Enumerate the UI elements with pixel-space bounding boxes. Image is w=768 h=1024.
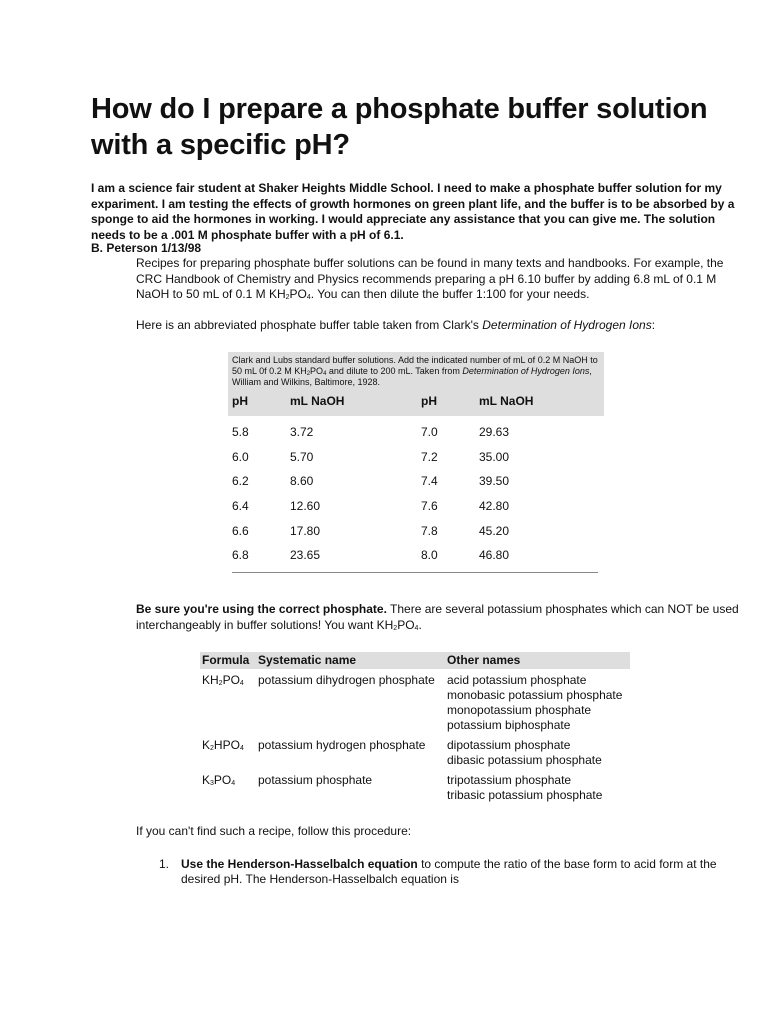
formula-cell: $K_2HPO_4$ bbox=[202, 738, 244, 752]
table-cell: 45.20 bbox=[479, 523, 510, 538]
other-names-cell bbox=[445, 738, 630, 768]
question-text: I am a science fair student at Shaker Heights Middle School. I need to make a phosphate buffer solution for my expariment. I am testing the effects of growth hormones on green plant life, and the buffer is to be absorbed by a sponge to aid the hormones in working. I would appreciate any assistance that you can give me. The solution needs to be a .001 M phosphate buffer with a pH of 6.1. bbox=[91, 181, 735, 242]
table-cell: 6.4 bbox=[232, 499, 249, 514]
table-cell: 5.70 bbox=[290, 449, 314, 464]
clark-table-column-headers bbox=[232, 394, 600, 412]
clark-table-body bbox=[228, 420, 604, 568]
page-title: How do I prepare a phosphate buffer solution with a specific pH? bbox=[91, 93, 708, 161]
clark-table-header bbox=[228, 352, 604, 416]
step-text: Use the Henderson-Hasselbalch equation to compute the ratio of the base form to acid form at the desired pH. The Henderson-Hasselbalch equation is bbox=[181, 857, 717, 886]
systematic-name-cell: potassium phosphate bbox=[258, 773, 373, 787]
formula-cell: $K_3PO_4$ bbox=[202, 773, 236, 787]
table-divider bbox=[232, 572, 598, 573]
table-cell: 42.80 bbox=[479, 499, 510, 514]
other-name: monobasic potassium phosphate bbox=[447, 688, 623, 702]
formula-cell: $KH_2PO_4$ bbox=[202, 673, 244, 687]
table-row bbox=[200, 773, 630, 803]
table-cell: 17.80 bbox=[290, 523, 321, 538]
table-row bbox=[232, 469, 600, 494]
column-header: pH bbox=[421, 394, 437, 408]
procedure-intro: If you can't find such a recipe, follow this procedure: bbox=[136, 824, 412, 838]
step-number: 1. bbox=[159, 857, 170, 871]
question-byline: B. Peterson 1/13/98 bbox=[91, 241, 202, 255]
column-header: Formula bbox=[200, 652, 256, 669]
table-cell: 6.2 bbox=[232, 474, 249, 489]
table-cell: 8.60 bbox=[290, 474, 314, 489]
other-name: dibasic potassium phosphate bbox=[447, 753, 602, 767]
procedure-step-1 bbox=[159, 857, 739, 887]
clark-table-caption: Clark and Lubs standard buffer solutions. Add the indicated number of mL of 0.2 M NaOH to 50 mL 0f 0.2 M $KH_2PO_4$ and dilute to 200 mL. Taken from Determination of Hydrogen Ions, William and Wilkins, Baltimore, 1928. bbox=[232, 355, 598, 387]
table-row bbox=[232, 445, 600, 470]
table-cell: 39.50 bbox=[479, 474, 510, 489]
phosphate-names-table bbox=[200, 652, 630, 803]
other-name: tribasic potassium phosphate bbox=[447, 788, 603, 802]
table-row bbox=[232, 420, 600, 445]
answer-paragraph-recipe: Recipes for preparing phosphate buffer solutions can be found in many texts and handbooks. For example, the CRC Handbook of Chemistry and Physics recommends preparing a pH 6.10 buffer by adding 6.8 mL of 0.1 M NaOH to 50 mL of 0.1 M $KH_2PO_4$. You can then dilute the buffer 1:100 for your needs. bbox=[136, 256, 724, 301]
column-header: Systematic name bbox=[256, 652, 445, 669]
table-cell: 6.0 bbox=[232, 449, 249, 464]
other-name: acid potassium phosphate bbox=[447, 673, 587, 687]
table-row bbox=[200, 673, 630, 733]
phosphate-table-header bbox=[200, 652, 630, 669]
table-row bbox=[200, 738, 630, 768]
column-header: pH bbox=[232, 394, 248, 408]
table-cell: 3.72 bbox=[290, 425, 314, 440]
table-cell: 7.8 bbox=[421, 523, 438, 538]
table-cell: 7.6 bbox=[421, 499, 438, 514]
other-name: dipotassium phosphate bbox=[447, 738, 571, 752]
systematic-name-cell: potassium dihydrogen phosphate bbox=[258, 673, 435, 687]
other-name: tripotassium phosphate bbox=[447, 773, 572, 787]
table-cell: 23.65 bbox=[290, 548, 321, 563]
table-cell: 5.8 bbox=[232, 425, 249, 440]
table-cell: 12.60 bbox=[290, 499, 321, 514]
systematic-name-cell: potassium hydrogen phosphate bbox=[258, 738, 426, 752]
answer-paragraph-table-intro: Here is an abbreviated phosphate buffer table taken from Clark's Determination of Hydrogen Ions: bbox=[136, 318, 656, 332]
table-cell: 8.0 bbox=[421, 548, 438, 563]
column-header: mL NaOH bbox=[290, 394, 345, 408]
table-cell: 29.63 bbox=[479, 425, 510, 440]
other-names-cell bbox=[445, 673, 630, 733]
clark-buffer-table bbox=[228, 352, 604, 573]
phosphate-warning-paragraph: Be sure you're using the correct phosphate. There are several potassium phosphates which can NOT be used interchangeably in buffer solutions! You want $KH_2PO_4$. bbox=[136, 602, 739, 632]
table-cell: 7.0 bbox=[421, 425, 438, 440]
table-cell: 7.4 bbox=[421, 474, 438, 489]
table-row bbox=[232, 494, 600, 519]
table-cell: 35.00 bbox=[479, 449, 510, 464]
other-name: potassium biphosphate bbox=[447, 718, 571, 732]
table-cell: 7.2 bbox=[421, 449, 438, 464]
table-row bbox=[232, 543, 600, 568]
table-cell: 46.80 bbox=[479, 548, 510, 563]
table-cell: 6.6 bbox=[232, 523, 249, 538]
column-header: mL NaOH bbox=[479, 394, 534, 408]
other-name: monopotassium phosphate bbox=[447, 703, 592, 717]
table-row bbox=[232, 518, 600, 543]
column-header: Other names bbox=[445, 652, 630, 669]
table-cell: 6.8 bbox=[232, 548, 249, 563]
other-names-cell bbox=[445, 773, 630, 803]
